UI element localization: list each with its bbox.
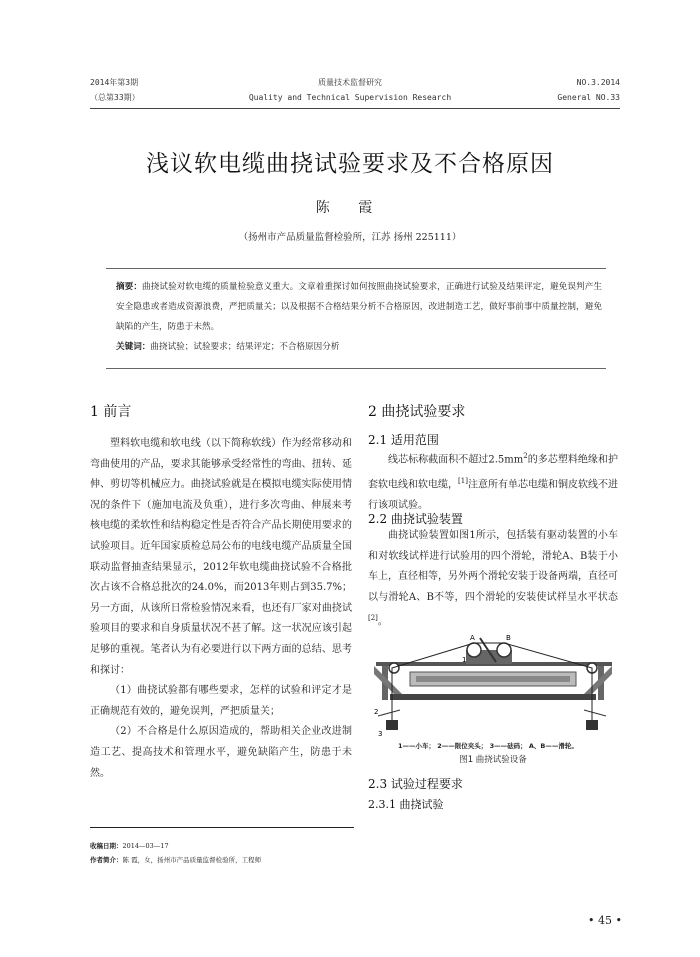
issue-number-en: NO.3.2014 xyxy=(576,78,620,87)
abstract-top-rule xyxy=(106,268,606,269)
figure-legend: 1——小车； 2——限位夹头； 3——砝码； A、B——滑轮。 xyxy=(398,742,578,750)
footnote-rule xyxy=(90,827,354,828)
text: 注意所有单芯电缆和铜皮软线不进行该项试验。 xyxy=(368,479,619,511)
subsection-2-1-body xyxy=(368,446,618,516)
general-number-en: General NO.33 xyxy=(557,93,620,102)
end-pulley-left xyxy=(389,663,399,673)
label-b: B xyxy=(506,634,511,642)
paragraph: 塑料软电缆和软电线（以下简称软线）作为经常移动和弯曲使用的产品，要求其能够承受经常性的弯曲、扭转、延伸、剪切等机械应力。曲挠试验就是在模拟电缆实际使用情况的条件下（施加电流及负重），进行多次弯曲、伸展来考核电缆的柔软性和结构稳定性是否符合产品长期使用要求的试验项目。近年国家质检总局公布的电线电缆产品质量全国联动监督抽查结果显示，2012年软电缆曲挠试验不合格批次占该不合格总批次的24.0%，而2013年则占到35.7%；另一方面，从该所日常检验情况来看，也还有厂家对曲挠试验项目的要求和自身质量状况不甚了解。这一状况应该引起足够的重视。笔者认为有必要进行以下两方面的总结、思考和探讨： xyxy=(90,438,352,676)
pulley-a xyxy=(467,643,481,657)
label-a: A xyxy=(470,634,475,642)
footnote xyxy=(90,839,261,867)
superscript: 2 xyxy=(523,452,528,460)
article-title: 浅议软电缆曲挠试验要求及不合格原因 xyxy=(146,151,554,177)
flex-test-apparatus-diagram xyxy=(370,632,616,746)
rail-slot xyxy=(416,676,570,682)
frame-base xyxy=(390,694,596,700)
subsection-heading-2-3: 2.3 试验过程要求 xyxy=(368,777,463,791)
paragraph: （2）不合格是什么原因造成的，帮助相关企业改进制造工艺、提高技术和管理水平，避免缺陷产生，防患于未然。 xyxy=(90,726,352,779)
text: 。 xyxy=(377,616,388,628)
author-info-label: 作者简介： xyxy=(90,856,123,864)
figure-1 xyxy=(370,632,616,746)
subsection-heading-2-2: 2.2 曲挠试验装置 xyxy=(368,512,463,526)
abstract-label: 摘要： xyxy=(116,282,143,292)
citation-ref: [1] xyxy=(458,476,468,485)
abstract-text xyxy=(116,277,602,337)
header-rule xyxy=(90,108,620,109)
abstract-body: 曲挠试验对软电缆的质量检验意义重大。文章着重探讨如何按照曲挠试验要求，正确进行试验及结果评定，避免误判产生安全隐患或者造成资源浪费，严把质量关；以及根据不合格结果分析不合格原因，改进制造工艺，做好事前事中质量控制，避免缺陷的产生，防患于未然。 xyxy=(116,282,602,332)
label-3: 3 xyxy=(378,730,383,738)
section-heading-1: 1 前言 xyxy=(90,404,132,420)
abstract-bottom-rule xyxy=(106,368,606,369)
received-label: 收稿日期： xyxy=(90,842,123,850)
text: 的多芯塑料绝缘和护套软电线和软电缆， xyxy=(368,454,618,491)
weight-right xyxy=(586,720,598,730)
page-number: • 45 • xyxy=(588,914,622,927)
abstract-block xyxy=(116,277,602,357)
received-date: 2014—03—17 xyxy=(122,842,169,850)
author-info: 陈 霞，女，扬州市产品质量监督检验所，工程师 xyxy=(122,856,262,864)
paragraph: （1）曲挠试验都有哪些要求，怎样的试验和评定才是正确规范有效的，避免误判，严把质量关； xyxy=(90,685,352,717)
pulley-b xyxy=(497,643,511,657)
weight-left xyxy=(386,720,398,730)
text: 线芯标称截面积不超过2.5mm xyxy=(388,454,524,466)
text: 曲挠试验装置如图1所示，包括装有驱动装置的小车和对软线试样进行试验用的四个滑轮，滑轮A、B装于小车上，直径相等，另外两个滑轮安装于设备两端，直径可以与滑轮A、B不等，四个滑轮的安装使试样呈水平状态 xyxy=(368,530,618,603)
issue-number: 2014年第3期 xyxy=(90,78,139,87)
label-1: 1 xyxy=(462,656,467,664)
journal-name: 质量技术监督研究 xyxy=(318,78,382,87)
limit-clamp-right xyxy=(584,710,606,716)
subsection-heading-2-3-1: 2.3.1 曲挠试验 xyxy=(368,798,444,811)
keywords-list: 曲挠试验；试验要求；结果评定；不合格原因分析 xyxy=(150,342,340,352)
author-name: 陈 霞 xyxy=(315,200,385,216)
label-2: 2 xyxy=(374,708,379,716)
section-1-body xyxy=(90,434,352,784)
section-heading-2: 2 曲挠试验要求 xyxy=(368,404,466,420)
figure-caption: 图1 曲挠试验设备 xyxy=(459,755,527,765)
citation-ref: [2] xyxy=(368,614,378,623)
limit-clamp-left xyxy=(378,710,400,716)
keywords xyxy=(116,337,602,357)
subsection-heading-2-1: 2.1 适用范围 xyxy=(368,433,439,447)
subsection-2-2-body xyxy=(368,526,618,633)
issue-total: （总第33期） xyxy=(90,93,140,102)
journal-name-en: Quality and Technical Supervision Research xyxy=(248,93,452,102)
affiliation: （扬州市产品质量监督检验所，江苏 扬州 225111） xyxy=(238,232,462,243)
keywords-label: 关键词： xyxy=(116,342,151,352)
